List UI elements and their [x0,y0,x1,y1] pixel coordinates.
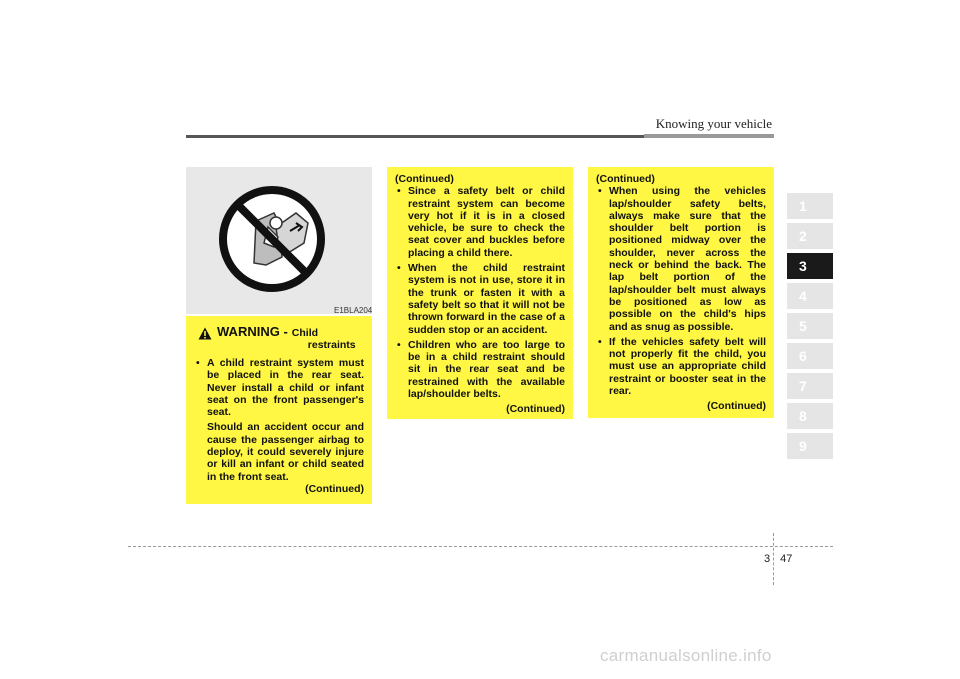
warning-subtitle-line2: restraints [307,339,356,351]
chapter-tab-6[interactable]: 6 [787,343,833,369]
chapter-tab-3[interactable]: 3 [787,253,833,279]
chapter-tab-1[interactable]: 1 [787,193,833,219]
right-bullet-1: • When using the vehicles lap/shoulder safety belts, always make sure that the shoulder belt portion is positioned midway over the shoulder, never across the neck or behind the back. The lap belt portion of the lap/shoulder belt must always be positioned as low as possible on the child's hips and as snug as possible. [596,185,766,333]
watermark: carmanualsonline.info [600,646,772,665]
warning-subtitle-line1: Child [291,327,319,339]
page-number [764,553,792,565]
warning-box [186,316,372,504]
warning-title: WARNING - [217,324,288,339]
warning-triangle-icon [198,327,212,340]
page-number-value: 47 [780,553,793,565]
header-title: Knowing your vehicle [655,116,772,131]
chapter-tab-9[interactable]: 9 [787,433,833,459]
middle-box [387,167,573,419]
warning-heading [198,326,364,351]
page-chapter: 3 [764,553,771,565]
figure-panel [186,167,372,314]
middle-bullet-2: • When the child restraint system is not in use, store it in the trunk or fasten it with a safety belt so that it will not be thrown forward in the case of a sudden stop or an accident. [395,262,565,336]
middle-bullet-1: • Since a safety belt or child restraint system can become very hot if it is in a closed vehicle, be sure to check the seat cover and buckles before placing a child there. [395,185,565,259]
middle-continued-top: (Continued) [395,173,454,185]
chapter-tab-7[interactable]: 7 [787,373,833,399]
no-child-seat-icon [216,183,328,295]
middle-continued-bottom: (Continued) [506,403,565,416]
right-box [588,167,774,418]
warning-bullet-1: • A child restraint system must be placed in the rear seat. Never install a child or infant seat on the front passenger's seat. [194,357,364,418]
chapter-tabs [787,193,833,463]
warning-continued: (Continued) [305,482,364,495]
middle-bullet-3: • Children who are too large to be in a child restraint should sit in the rear seat and be restrained with the available lap/shoulder belts. [395,339,565,400]
warning-paragraph-2: Should an accident occur and cause the passenger airbag to deploy, it could severely injure or kill an infant or child seated in the front seat. [207,421,364,483]
chapter-tab-2[interactable]: 2 [787,223,833,249]
right-continued-bottom: (Continued) [707,400,766,413]
header-rule [186,135,774,138]
footer-rule [128,546,833,547]
figure-code: E1BLA204 [334,306,373,315]
right-bullet-2: • If the vehicles safety belt will not properly fit the child, you must use an appropriate child restraint or booster seat in the rear. [596,336,766,397]
chapter-tab-5[interactable]: 5 [787,313,833,339]
chapter-tab-8[interactable]: 8 [787,403,833,429]
right-continued-top: (Continued) [596,173,655,185]
chapter-tab-4[interactable]: 4 [787,283,833,309]
